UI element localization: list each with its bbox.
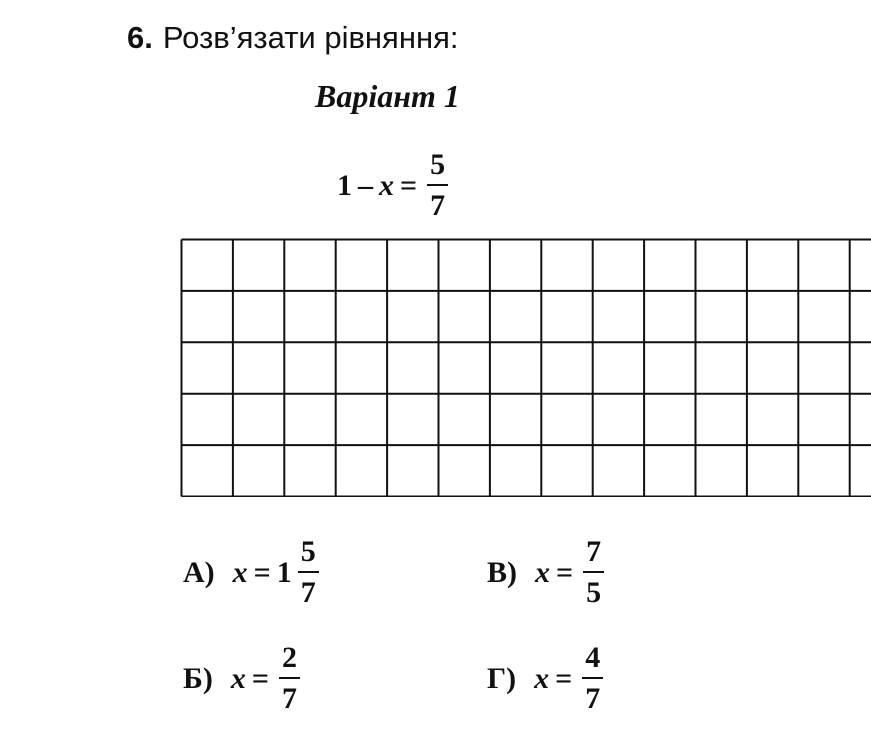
option-g-equals: = [555, 661, 573, 695]
task-title: Розв’язати рівняння: [162, 20, 459, 55]
option-v-numerator: 7 [586, 535, 602, 568]
main-equation [337, 150, 448, 221]
option-v[interactable] [487, 537, 604, 608]
option-v-variable: x [535, 555, 550, 589]
option-v-fraction [583, 537, 604, 608]
answer-grid[interactable] [180, 238, 871, 497]
task-header [127, 22, 458, 53]
option-g-variable: x [534, 661, 550, 695]
fraction-bar [279, 677, 300, 679]
option-b-equals: = [251, 661, 269, 695]
option-b[interactable] [183, 643, 300, 714]
equation-variable: x [379, 168, 394, 202]
fraction-denominator: 7 [430, 189, 446, 222]
option-b-numerator: 2 [281, 641, 297, 674]
option-a[interactable] [183, 537, 319, 608]
option-g-denominator: 7 [585, 682, 601, 715]
equation-equals: = [400, 168, 418, 202]
option-b-denominator: 7 [281, 682, 297, 715]
option-b-label: Б) [183, 661, 213, 695]
option-v-label: В) [487, 555, 517, 589]
fraction-bar [582, 677, 603, 679]
option-b-fraction [279, 643, 300, 714]
option-g-label: Г) [487, 661, 517, 695]
answer-grid-lines [180, 238, 871, 497]
option-g-numerator: 4 [585, 641, 601, 674]
task-number: 6. [127, 20, 153, 55]
option-g-fraction [582, 643, 603, 714]
equation-fraction [427, 150, 448, 221]
fraction-bar [583, 571, 604, 573]
option-b-variable: x [230, 661, 246, 695]
variant-heading: Варіант 1 [315, 78, 460, 114]
option-a-variable: x [232, 555, 248, 589]
fraction-numerator: 5 [430, 148, 446, 181]
equation-minus: – [358, 168, 373, 202]
option-v-equals: = [556, 555, 574, 589]
option-v-denominator: 5 [586, 576, 602, 609]
option-a-whole: 1 [276, 555, 292, 589]
option-a-fraction [298, 537, 319, 608]
option-a-label: А) [183, 555, 215, 589]
option-a-denominator: 7 [300, 576, 316, 609]
option-a-numerator: 5 [300, 535, 316, 568]
fraction-bar [298, 571, 319, 573]
fraction-bar [427, 184, 448, 186]
option-g[interactable] [487, 643, 603, 714]
equation-constant: 1 [337, 168, 352, 202]
option-a-equals: = [253, 555, 271, 589]
